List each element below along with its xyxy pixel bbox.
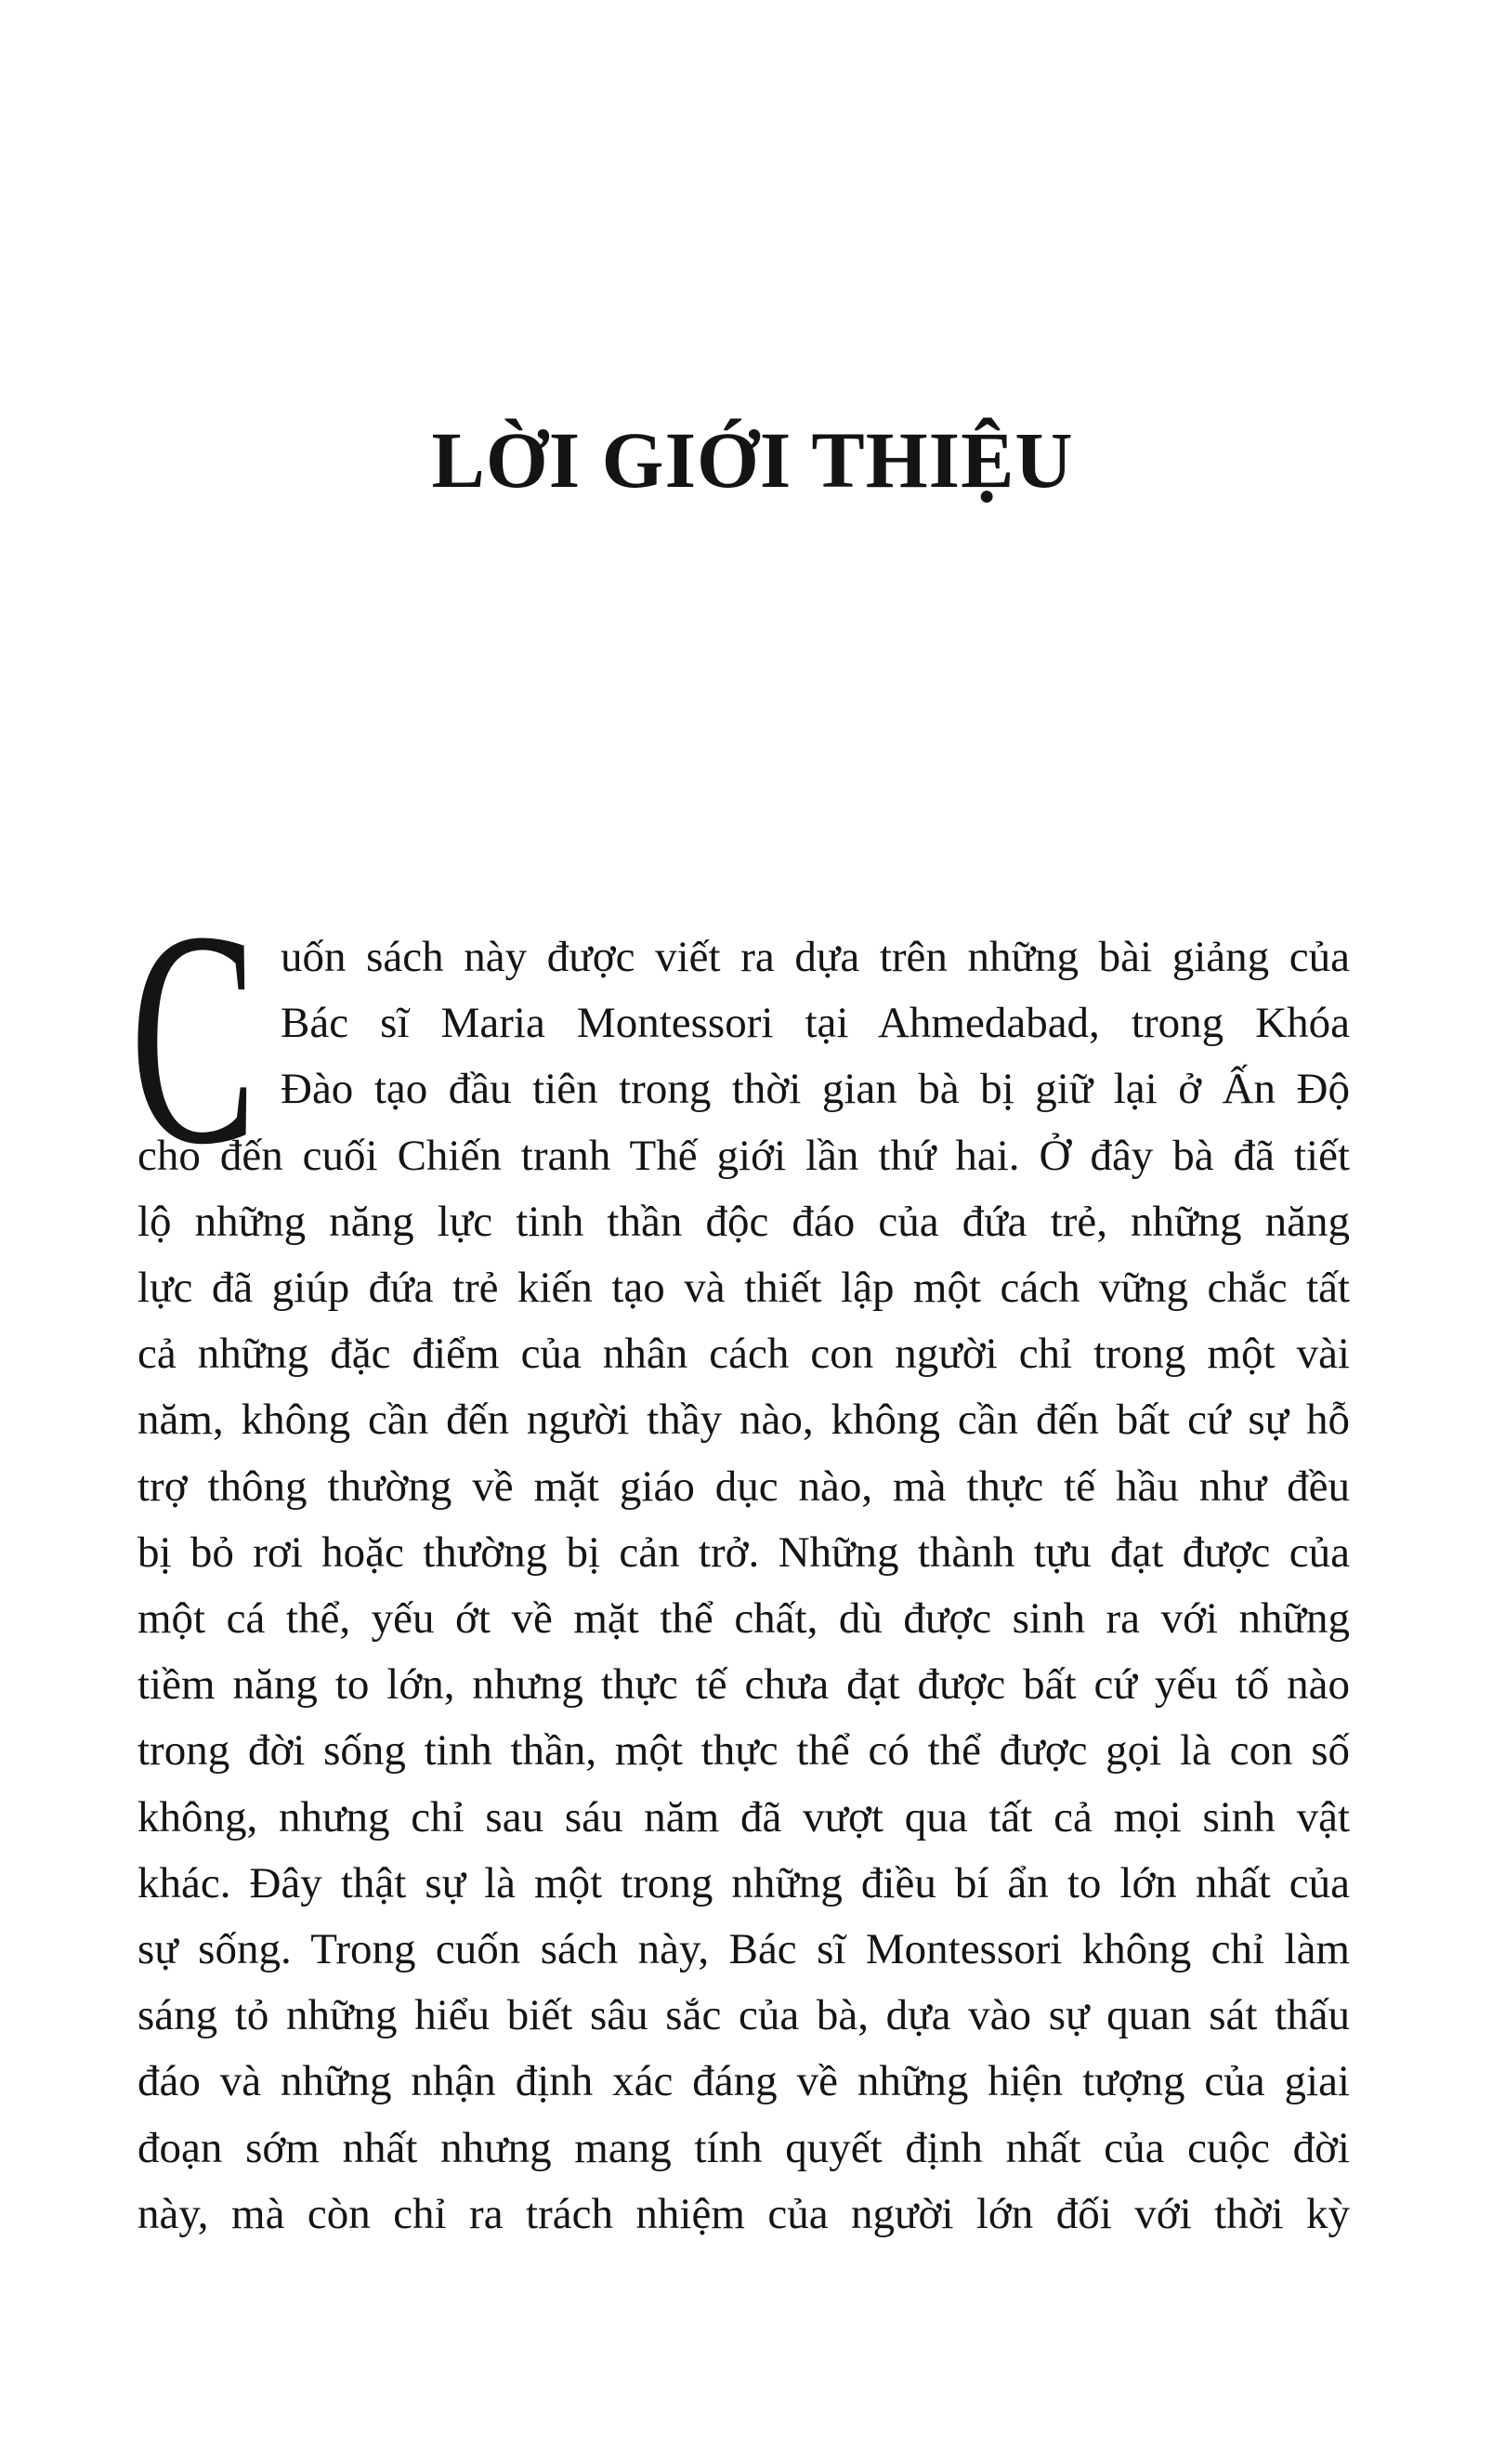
text-line: bị bỏ rơi hoặc thường bị cản trở. Những thành tựu đạt được của (137, 1527, 1350, 1577)
text-line: một cá thể, yếu ớt về mặt thể chất, dù được sinh ra với những (137, 1594, 1350, 1643)
text-line: Bác sĩ Maria Montessori tại Ahmedabad, trong Khóa (281, 999, 1350, 1048)
drop-cap: C (130, 869, 257, 1208)
text-line: lộ những năng lực tinh thần độc đáo của đứa trẻ, những năng (137, 1197, 1350, 1246)
text-line: tiềm năng to lớn, nhưng thực tế chưa đạt được bất cứ yếu tố nào (137, 1660, 1350, 1710)
text-line: lực đã giúp đứa trẻ kiến tạo và thiết lập một cách vững chắc tất (137, 1264, 1350, 1312)
text-line: cả những đặc điểm của nhân cách con người chỉ trong một vài (137, 1330, 1350, 1379)
text-line: sáng tỏ những hiểu biết sâu sắc của bà, dựa vào sự quan sát thấu (137, 1991, 1350, 2040)
text-line: đáo và những nhận định xác đáng về những hiện tượng của giai (137, 2057, 1350, 2106)
page-title: LỜI GIỚI THIỆU (431, 415, 1074, 505)
text-line: đoạn sớm nhất nhưng mang tính quyết định nhất của cuộc đời (137, 2123, 1350, 2172)
text-line: năm, không cần đến người thầy nào, không cần đến bất cứ sự hỗ (137, 1396, 1350, 1445)
text-line: khác. Đây thật sự là một trong những điều bí ẩn to lớn nhất của (137, 1858, 1350, 1907)
text-line: không, nhưng chỉ sau sáu năm đã vượt qua tất cả mọi sinh vật (137, 1792, 1350, 1841)
text-line: cho đến cuối Chiến tranh Thế giới lần thứ hai. Ở đây bà đã tiết (137, 1131, 1350, 1180)
text-line: sự sống. Trong cuốn sách này, Bác sĩ Montessori không chỉ làm (137, 1925, 1350, 1973)
text-line: Đào tạo đầu tiên trong thời gian bà bị giữ lại ở Ấn Độ (281, 1065, 1350, 1114)
text-line: này, mà còn chỉ ra trách nhiệm của người lớn đối với thời kỳ (137, 2189, 1350, 2238)
text-line: trợ thông thường về mặt giáo dục nào, mà thực tế hầu như đều (137, 1461, 1350, 1511)
text-line: trong đời sống tinh thần, một thực thể có thể được gọi là con số (137, 1726, 1350, 1776)
text-line: uốn sách này được viết ra dựa trên những bài giảng của (281, 933, 1350, 981)
